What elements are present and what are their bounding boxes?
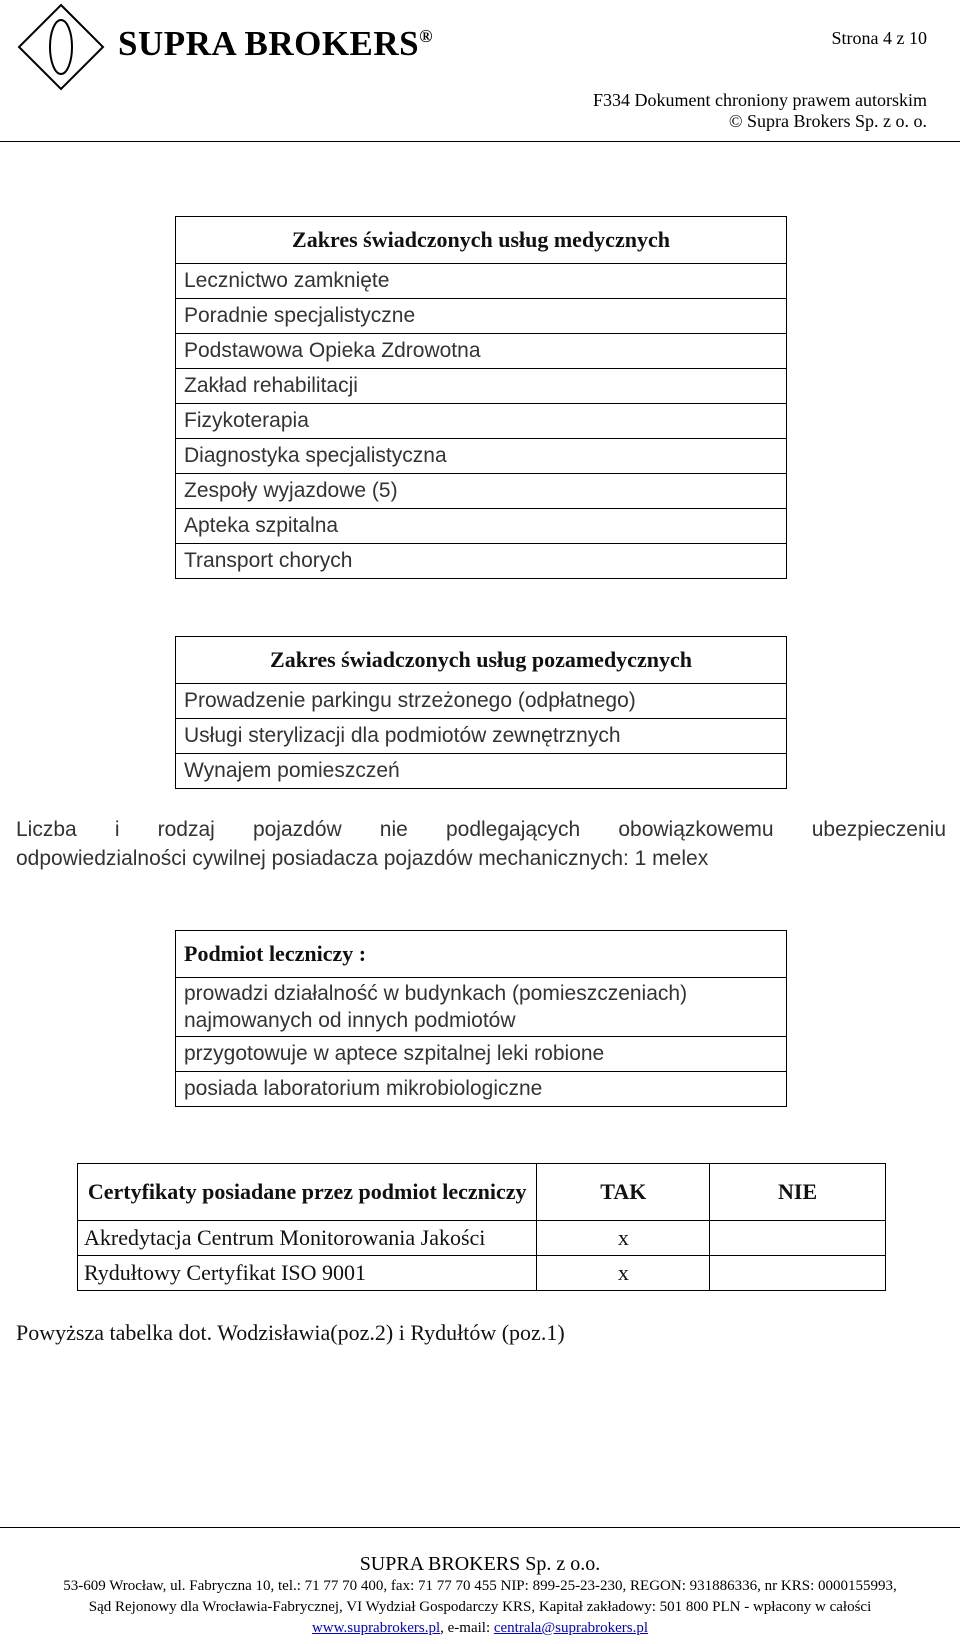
table-row: Podstawowa Opieka Zdrowotna — [176, 334, 787, 369]
table-row: Zespoły wyjazdowe (5) — [176, 474, 787, 509]
yes-column-header: TAK — [537, 1164, 710, 1221]
table-row: Zakład rehabilitacji — [176, 369, 787, 404]
nonmedical-services-table — [175, 636, 787, 789]
brand-name: SUPRA BROKERS® — [118, 24, 434, 63]
medical-services-header: Zakres świadczonych usług medycznych — [176, 217, 787, 264]
email-label: , e-mail: — [440, 1620, 494, 1636]
footer — [0, 1552, 960, 1639]
certificates-header: Certyfikaty posiadane przez podmiot leczniczy — [78, 1164, 537, 1221]
copyright-line: © Supra Brokers Sp. z o. o. — [728, 111, 927, 131]
certificates-table — [77, 1163, 886, 1291]
header-divider — [0, 141, 960, 142]
supra-brokers-logo — [16, 2, 106, 92]
table-row: prowadzi działalność w budynkach (pomieszczeniach) najmowanych od innych podmiotów — [176, 978, 787, 1037]
document-id-line: F334 Dokument chroniony prawem autorskim — [593, 90, 927, 110]
table-row: Diagnostyka specjalistyczna — [176, 439, 787, 474]
certificate-name: Rydułtowy Certyfikat ISO 9001 — [78, 1256, 537, 1291]
entity-table — [175, 930, 787, 1107]
certificate-no — [710, 1256, 886, 1291]
certificate-name: Akredytacja Centrum Monitorowania Jakości — [78, 1221, 537, 1256]
page-number: Strona 4 z 10 — [831, 28, 927, 48]
no-column-header: NIE — [710, 1164, 886, 1221]
table-row: posiada laboratorium mikrobiologiczne — [176, 1072, 787, 1107]
table-row: Prowadzenie parkingu strzeżonego (odpłatnego) — [176, 684, 787, 719]
vehicles-paragraph — [16, 815, 946, 873]
vehicles-line-1: Liczba i rodzaj pojazdów nie podlegających obowiązkowemu ubezpieczeniu — [16, 818, 946, 841]
medical-services-table — [175, 216, 787, 579]
table-row: przygotowuje w aptece szpitalnej leki robione — [176, 1037, 787, 1072]
vehicles-line-2: odpowiedzialności cywilnej posiadacza pojazdów mechanicznych: 1 melex — [16, 847, 709, 870]
registered-mark: ® — [419, 26, 434, 46]
footer-company: SUPRA BROKERS Sp. z o.o. — [359, 1553, 601, 1575]
email-link[interactable]: centrala@suprabrokers.pl — [493, 1620, 649, 1636]
table-row: Fizykoterapia — [176, 404, 787, 439]
certificate-no — [710, 1221, 886, 1256]
table-row: Usługi sterylizacji dla podmiotów zewnętrznych — [176, 719, 787, 754]
website-link[interactable]: www.suprabrokers.pl — [311, 1620, 441, 1636]
table-row: Apteka szpitalna — [176, 509, 787, 544]
certificate-yes: x — [537, 1256, 710, 1291]
nonmedical-services-header: Zakres świadczonych usług pozamedycznych — [176, 637, 787, 684]
certificate-yes: x — [537, 1221, 710, 1256]
footer-address: 53-609 Wrocław, ul. Fabryczna 10, tel.: 71 77 70 400, fax: 71 77 70 455 NIP: 899-25-23-230, REGON: 931886336, nr KRS: 0000155993, — [63, 1578, 897, 1594]
footer-divider — [0, 1527, 960, 1528]
footer-contact — [0, 1618, 960, 1639]
table-note: Powyższa tabelka dot. Wodzisławia(poz.2) i Rydułtów (poz.1) — [16, 1320, 565, 1345]
table-row: Transport chorych — [176, 544, 787, 579]
entity-header: Podmiot leczniczy : — [176, 931, 787, 978]
footer-court: Sąd Rejonowy dla Wrocławia-Fabrycznej, VI Wydział Gospodarczy KRS, Kapitał zakładowy: 501 800 PLN - wpłacony w całości — [88, 1599, 872, 1615]
table-row: Wynajem pomieszczeń — [176, 754, 787, 789]
table-row: Poradnie specjalistyczne — [176, 299, 787, 334]
table-row: Lecznictwo zamknięte — [176, 264, 787, 299]
document-meta — [593, 90, 927, 132]
